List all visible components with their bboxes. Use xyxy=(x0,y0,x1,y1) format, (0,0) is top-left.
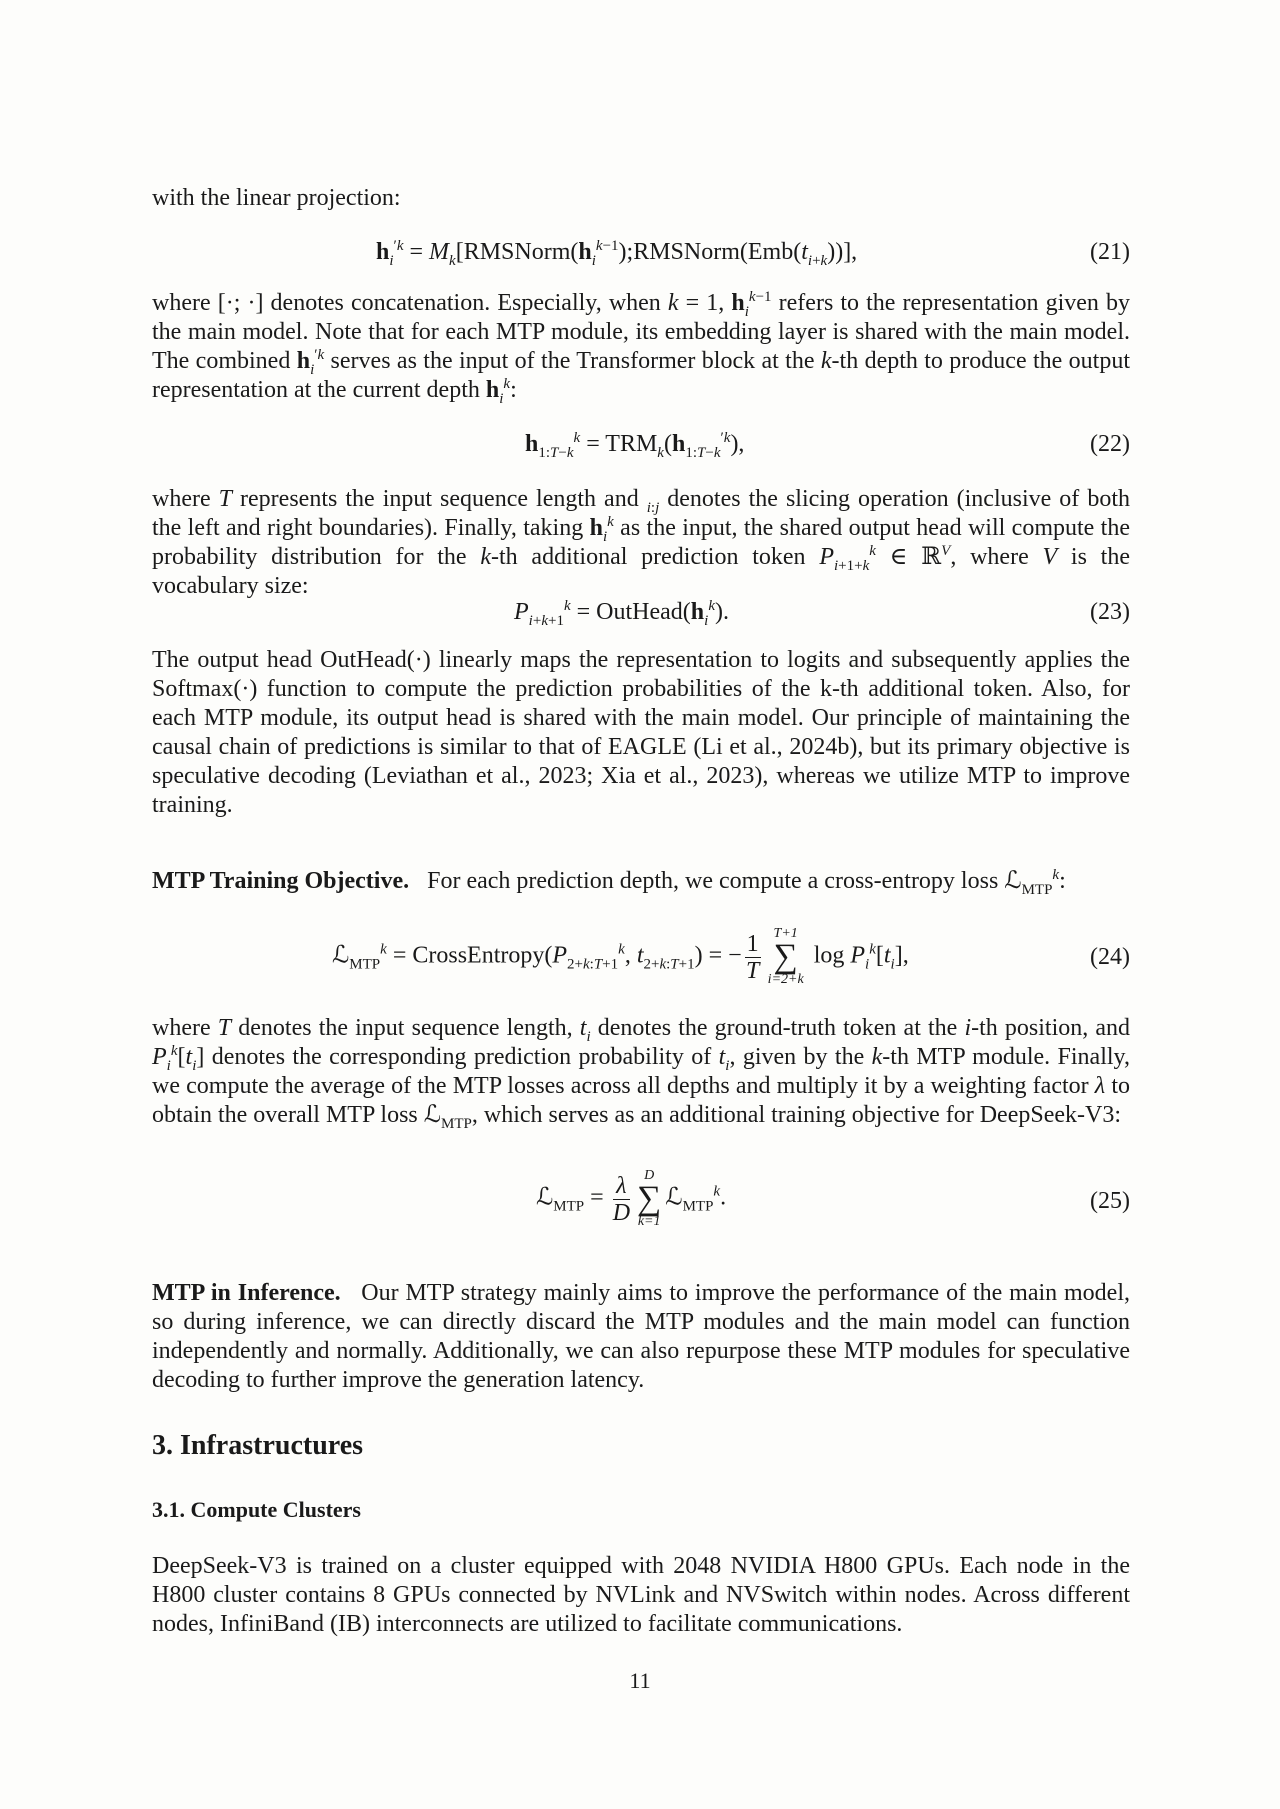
equation-22-body: $h_{1:T-k}^k = TRM_k(h_{1:T-k}^{'k})$, xyxy=(525,430,745,461)
paragraph-training-objective: MTP Training Objective. For each prediction depth, we compute a cross-entropy loss ℒ$_{MTP}^k$: xyxy=(152,867,1066,898)
equation-21-body: $h_i^{'k}$ = $M_k[RMSNorm(h_i^{k-1});RMSNorm(Emb(t_{i+k}))]$, xyxy=(376,238,858,269)
equation-25 xyxy=(152,1164,1130,1240)
equation-number: (24) xyxy=(1090,944,1130,970)
paragraph-mtp-loss: where T denotes the input sequence length, $t_i$ denotes the ground-truth token at the i-th position, and $P_i^k[t_i]$ denotes the corresponding prediction probability of $t_i$, given by the k-th MTP module. Finally, we compute the average of the MTP losses across all depths and multiply it by a weighting factor λ to obtain the overall MTP loss ℒ$_{MTP}$, which serves as an additional training objective for DeepSeek-V3: xyxy=(152,1015,1131,1132)
equation-23 xyxy=(152,597,1130,637)
paragraph-lead: MTP in Inference. xyxy=(152,1280,341,1306)
paragraph-inference xyxy=(152,1279,1130,1395)
summation: T+1 ∑ i=2+k xyxy=(767,926,804,987)
paragraph-output-head: The output head OutHead(·) linearly maps the representation to logits and subsequently applies the Softmax(·) function to compute the prediction probabilities of the k-th additional token. Also, for each MTP module, its output head is shared with the main model. Our principle of maintaining the causal chain of predictions is similar to that of EAGLE (Li et al., 2024b), but its primary objective is speculative decoding (Leviathan et al., 2023; Xia et al., 2023), whereas we utilize MTP to improve training. xyxy=(152,647,1130,818)
equation-22 xyxy=(152,429,1130,469)
equation-24 xyxy=(152,922,1130,994)
paragraph-lead: MTP Training Objective. xyxy=(152,868,410,894)
equation-21 xyxy=(152,237,1130,277)
section-heading: 3. Infrastructures xyxy=(152,1430,364,1461)
summation: D ∑ k=1 xyxy=(637,1168,662,1229)
fraction: $\frac{\lambda}{D}$ xyxy=(612,1172,631,1226)
page-number: 11 xyxy=(629,1668,651,1693)
paragraph-inference-text: Our MTP strategy mainly aims to improve the performance of the main model, so during inference, we can directly discard the MTP modules and the main model can function independently and normally. Additionally, we can also repurpose these MTP modules for speculative decoding to further improve the generation latency. xyxy=(152,1280,1130,1393)
equation-number: (23) xyxy=(1090,599,1130,625)
equation-number: (21) xyxy=(1090,239,1130,265)
equation-number: (25) xyxy=(1090,1188,1130,1214)
subsection-heading: 3.1. Compute Clusters xyxy=(152,1497,361,1522)
equation-number: (22) xyxy=(1090,431,1130,457)
equation-23-body: $P_{i+k+1}^k$ = $OutHead(h_i^k)$. xyxy=(514,598,729,629)
paragraph-slicing: where T represents the input sequence length and $_{i:j}$ denotes the slicing operation (inclusive of both the left and right boundaries). Finally, taking $h_i^k$ as the input, the shared output head will compute the probability distribution for the k-th additional prediction token $P_{i+1+k}^k$ ∈ ℝ$^V$, where V is the vocabulary size: xyxy=(152,486,1131,599)
equation-24-body: ℒ$_{MTP}^k$ = $CrossEntropy(P_{2+k:T+1}^k$, $t_{2+k:T+1}$) = − $\frac{1}{T}$ T+1 ∑ i=2+k $\log P_i^k[t_i]$, xyxy=(332,926,909,987)
paragraph-concatenation: where [·; ·] denotes concatenation. Especially, when k = 1, $h_i^{k-1}$ refers to the representation given by the main model. Note that for each MTP module, its embedding layer is shared with the main model. The combined $h_i^{'k}$ serves as the input of the Transformer block at the k-th depth to produce the output representation at the current depth $h_i^k$: xyxy=(152,289,1131,407)
equation-25-body: ℒ$_{MTP}$ = $\frac{\lambda}{D}$ D ∑ k=1 ℒ$_{MTP}^k$. xyxy=(536,1168,727,1229)
fraction: $\frac{1}{T}$ xyxy=(745,930,760,984)
paragraph-linear-projection: with the linear projection: xyxy=(152,185,401,211)
paragraph-compute-clusters: DeepSeek-V3 is trained on a cluster equipped with 2048 NVIDIA H800 GPUs. Each node in the H800 cluster contains 8 GPUs connected by NVLink and NVSwitch within nodes. Across different nodes, InfiniBand (IB) interconnects are utilized to facilitate communications. xyxy=(152,1553,1130,1637)
